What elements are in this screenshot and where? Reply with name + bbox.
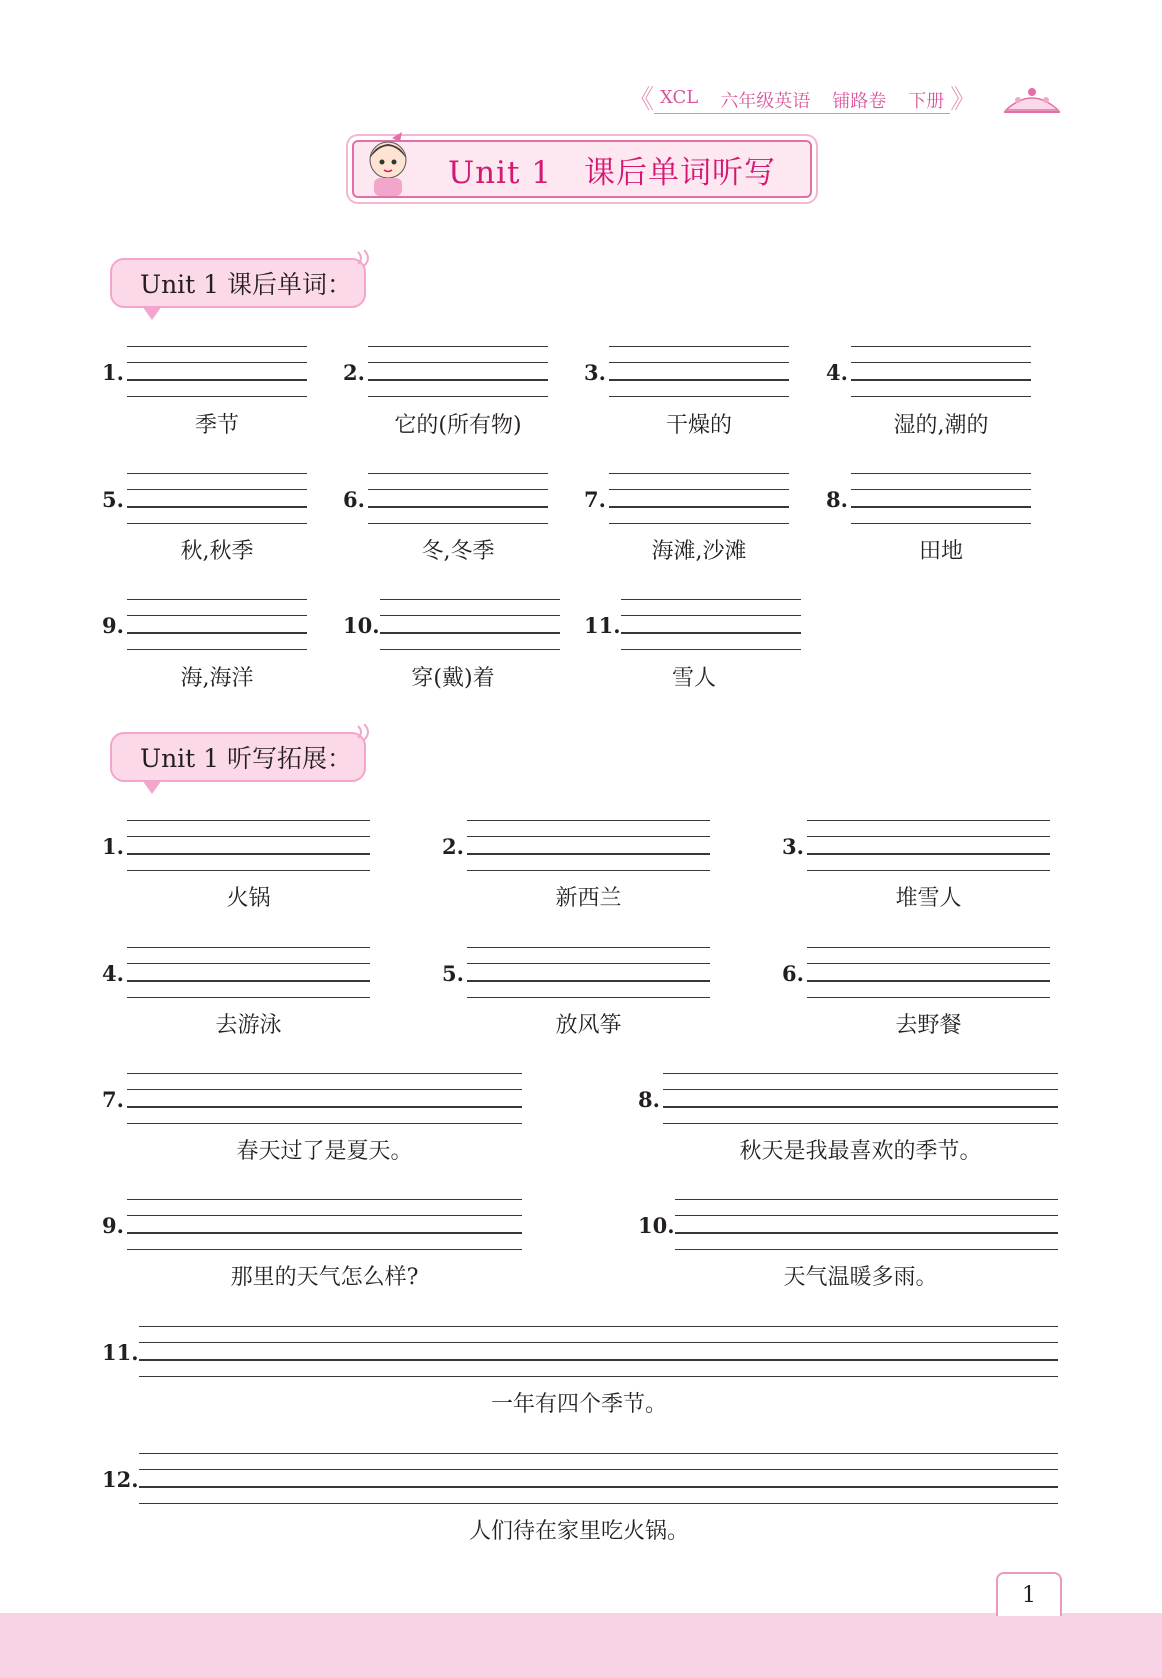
chinese-prompt: 一年有四个季节。 xyxy=(490,1392,667,1417)
item-number: 1. xyxy=(102,360,124,385)
chinese-prompt: 季节 xyxy=(194,413,239,438)
item-number: 11. xyxy=(102,1340,139,1365)
item-number: 4. xyxy=(826,360,848,385)
page-number xyxy=(996,1572,1062,1616)
header-volume: 下册 xyxy=(908,90,945,112)
writing-lines[interactable] xyxy=(127,1073,522,1125)
writing-lines[interactable] xyxy=(139,1453,1058,1505)
section1-label-bubble xyxy=(110,258,366,308)
ornament-icon xyxy=(1002,82,1062,116)
sound-wave-icon xyxy=(356,250,376,270)
chinese-prompt: 湿的,潮的 xyxy=(893,413,989,438)
chinese-prompt: 放风筝 xyxy=(555,1013,622,1038)
writing-lines[interactable] xyxy=(127,599,307,651)
chinese-prompt: 春天过了是夏天。 xyxy=(236,1139,413,1164)
writing-lines[interactable] xyxy=(807,947,1050,999)
double-chevron-left-icon: 《 xyxy=(628,85,655,115)
header-series: 铺路卷 xyxy=(832,90,887,112)
item-number: 9. xyxy=(102,613,124,638)
writing-lines[interactable] xyxy=(663,1073,1058,1125)
writing-lines[interactable] xyxy=(368,346,548,398)
item-number: 3. xyxy=(584,360,606,385)
chinese-prompt: 去游泳 xyxy=(215,1013,282,1038)
writing-lines[interactable] xyxy=(127,346,307,398)
writing-lines[interactable] xyxy=(621,599,801,651)
section1-label: Unit 1 课后单词： xyxy=(140,270,353,299)
item-number: 7. xyxy=(102,1087,124,1112)
chinese-prompt: 海,海洋 xyxy=(180,666,254,691)
writing-lines[interactable] xyxy=(380,599,560,651)
writing-lines[interactable] xyxy=(675,1199,1058,1251)
writing-lines[interactable] xyxy=(467,820,710,872)
chinese-prompt: 新西兰 xyxy=(555,886,622,911)
item-number: 5. xyxy=(102,487,124,512)
chinese-prompt: 秋天是我最喜欢的季节。 xyxy=(739,1139,982,1164)
item-number: 2. xyxy=(343,360,365,385)
writing-lines[interactable] xyxy=(851,473,1031,525)
chinese-prompt: 去野餐 xyxy=(895,1013,962,1038)
chinese-prompt: 干燥的 xyxy=(665,413,732,438)
chinese-prompt: 海滩,沙滩 xyxy=(651,539,747,564)
page-title: Unit 1 课后单词听写 xyxy=(447,154,777,191)
chinese-prompt: 它的(所有物) xyxy=(394,413,522,438)
chinese-prompt: 雪人 xyxy=(671,666,716,691)
item-number: 9. xyxy=(102,1213,124,1238)
item-number: 4. xyxy=(102,961,124,986)
item-number: 1. xyxy=(102,834,124,859)
chinese-prompt: 田地 xyxy=(918,539,963,564)
section2-label: Unit 1 听写拓展： xyxy=(140,744,353,773)
chinese-prompt: 冬,冬季 xyxy=(421,539,495,564)
item-number: 5. xyxy=(442,961,464,986)
writing-lines[interactable] xyxy=(127,947,370,999)
item-number: 11. xyxy=(584,613,621,638)
double-chevron-right-icon: 》 xyxy=(950,85,977,115)
footer-band xyxy=(0,1613,1162,1678)
chinese-prompt: 人们待在家里吃火锅。 xyxy=(468,1519,689,1544)
item-number: 6. xyxy=(782,961,804,986)
item-number: 7. xyxy=(584,487,606,512)
chinese-prompt: 火锅 xyxy=(226,886,271,911)
writing-lines[interactable] xyxy=(609,346,789,398)
item-number: 6. xyxy=(343,487,365,512)
writing-lines[interactable] xyxy=(127,1199,522,1251)
writing-lines[interactable] xyxy=(609,473,789,525)
chinese-prompt: 秋,秋季 xyxy=(180,539,254,564)
item-number: 8. xyxy=(826,487,848,512)
chinese-prompt: 穿(戴)着 xyxy=(411,666,495,691)
writing-lines[interactable] xyxy=(368,473,548,525)
writing-lines[interactable] xyxy=(127,473,307,525)
item-number: 10. xyxy=(638,1213,675,1238)
chinese-prompt: 堆雪人 xyxy=(895,886,962,911)
header-grade: 六年级英语 xyxy=(720,90,811,112)
writing-lines[interactable] xyxy=(127,820,370,872)
chinese-prompt: 天气温暖多雨。 xyxy=(783,1265,938,1290)
page-number-text: 1 xyxy=(1022,1582,1036,1608)
writing-lines[interactable] xyxy=(467,947,710,999)
writing-lines[interactable] xyxy=(139,1326,1058,1378)
running-header xyxy=(628,84,1058,116)
cartoon-girl-icon xyxy=(352,128,422,198)
section2-label-bubble xyxy=(110,732,366,782)
header-brand: XCL xyxy=(660,86,699,108)
item-number: 10. xyxy=(343,613,380,638)
item-number: 3. xyxy=(782,834,804,859)
item-number: 2. xyxy=(442,834,464,859)
writing-lines[interactable] xyxy=(851,346,1031,398)
item-number: 12. xyxy=(102,1467,139,1492)
header-text xyxy=(654,87,950,114)
chinese-prompt: 那里的天气怎么样? xyxy=(230,1265,419,1290)
item-number: 8. xyxy=(638,1087,660,1112)
sound-wave-icon xyxy=(356,724,376,744)
writing-lines[interactable] xyxy=(807,820,1050,872)
